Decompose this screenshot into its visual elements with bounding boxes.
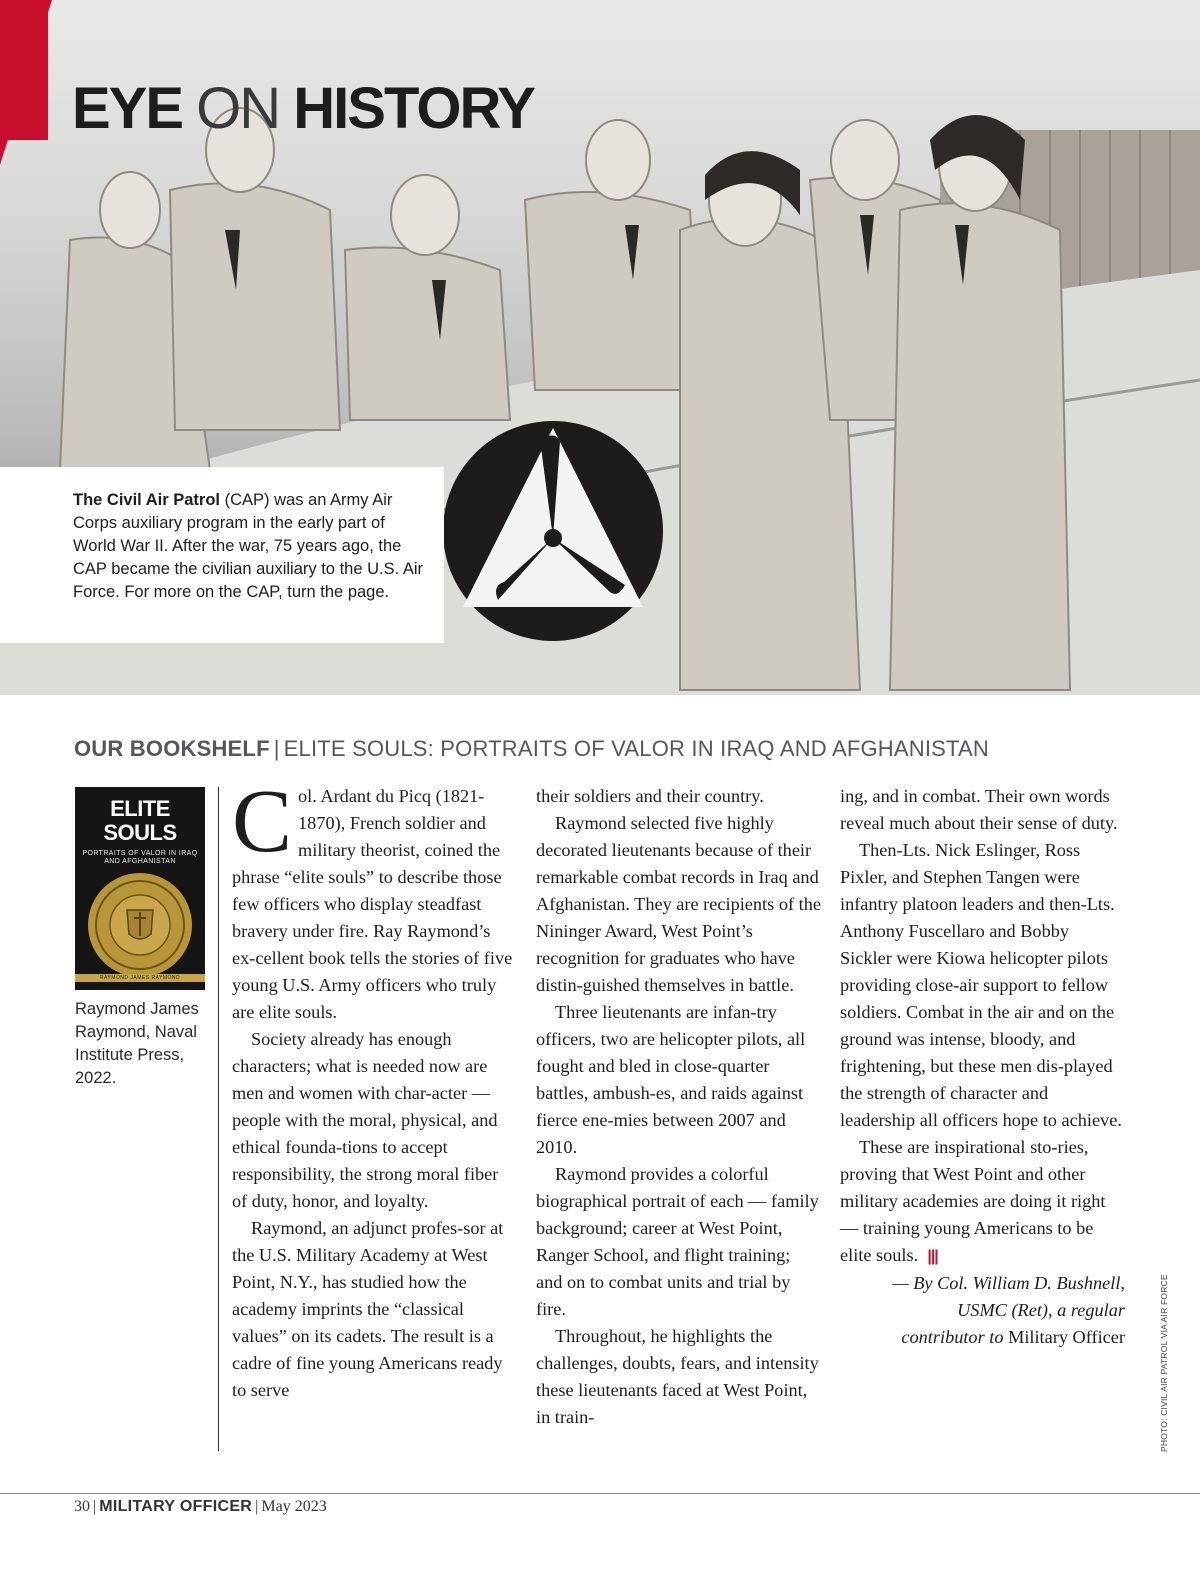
magazine-name: MILITARY OFFICER (99, 1498, 253, 1515)
page-footer (74, 1497, 327, 1517)
paragraph: Raymond, an adjunct profes-sor at the U.S. Military Academy at West Point, N.Y., has studied how the academy imprints the “classical values” on its cadets. The result is a cadre of fine young Americans ready to serve (232, 1218, 504, 1400)
paragraph-text: ol. Ardant du Picq (1821-1870), French soldier and military theorist, coined the phrase “elite souls” to describe those few officers who display steadfast bravery under fire. Ray Raymond’s ex-cellent book tells the stories of five young U.S. Army officers who truly are elite souls. (232, 786, 513, 1022)
title-history: HISTORY (279, 76, 534, 141)
paragraph (232, 772, 517, 1026)
caption-body: (CAP) was an Army Air Corps auxiliary program in the early part of World War II. After the war, 75 years ago, the CAP became the civilian auxiliary to the U.S. Air Force. For more on the CAP, turn the page. (73, 491, 424, 601)
section-header (74, 735, 989, 763)
photo-credit: PHOTO: CIVIL AIR PATROL VIA AIR FORCE (1159, 1274, 1169, 1452)
book-cover-subtitle: PORTRAITS OF VALOR IN IRAQ AND AFGHANISTAN (82, 850, 198, 865)
paragraph: Three lieutenants are infan-try officers, two are helicopter pilots, all fought and bled in close-quarter battles, ambush-es, and raids against fierce ene-mies between 2007 and 2010. (536, 1002, 806, 1157)
paragraph: Society already has enough characters; what is needed now are men and women with char-acter — people with the moral, physical, and ethical founda-tions to accept responsibility, the strong moral fiber of duty, honor, and loyalty. (232, 1029, 499, 1211)
byline: — By Col. William D. Bushnell, (892, 1273, 1125, 1293)
hero-photo (0, 0, 1200, 695)
caption-lead: The Civil Air Patrol (73, 491, 221, 509)
byline (840, 1324, 1125, 1351)
title-on: ON (196, 76, 280, 141)
issue-date: May 2023 (261, 1498, 327, 1515)
footer-divider (0, 1493, 1200, 1494)
column-divider (218, 787, 219, 1451)
page-title (72, 76, 534, 141)
paragraph: Raymond provides a colorful biographical portrait of each — family background; career at West Point, Ranger School, and flight training; and on to combat units and trial by fire. (536, 1164, 819, 1319)
section-accent-tab-point (0, 0, 52, 165)
article-column-2 (536, 783, 821, 1431)
association-of-graduates-medal-icon (87, 872, 193, 978)
paragraph-text: These are inspirational sto-ries, proving that West Point and other military academies are doing it right — training young Americans to be elite souls. (840, 1137, 1106, 1265)
book-cover (75, 787, 205, 990)
byline: USMC (Ret), a regular (957, 1300, 1125, 1320)
page-number: 30 (74, 1498, 90, 1515)
section-kicker: OUR BOOKSHELF (74, 736, 270, 761)
footer-separator: | (255, 1498, 259, 1515)
title-eye: EYE (72, 76, 197, 141)
footer-separator: | (93, 1498, 97, 1515)
book-cover-author: RAYMOND JAMES RAYMOND (75, 974, 205, 982)
photo-caption (0, 467, 444, 643)
section-title: ELITE SOULS: PORTRAITS OF VALOR IN IRAQ AND AFGHANISTAN (283, 736, 990, 761)
end-mark-icon: ||| (927, 1248, 938, 1265)
paragraph: Raymond selected five highly decorated lieutenants because of their remarkable combat records in Iraq and Afghanistan. They are recipients of the Nininger Award, West Point’s recognition for graduates who have distin-guished themselves in battle. (536, 813, 821, 995)
section-separator: | (273, 736, 280, 761)
paragraph: their soldiers and their country. (536, 786, 764, 806)
paragraph (840, 1134, 1125, 1270)
article-column-3 (840, 783, 1125, 1351)
drop-cap: C (232, 772, 293, 871)
article-column-1 (232, 772, 517, 1404)
paragraph: Then-Lts. Nick Eslinger, Ross Pixler, and Stephen Tangen were infantry platoon leaders and then-Lts. Anthony Fuscellaro and Bobby Sickler were Kiowa helicopter pilots providing close-air support to fellow soldiers. Combat in the air and on the ground was intense, bloody, and frightening, but these men dis-played the strength of character and leadership all officers hope to achieve. (840, 840, 1122, 1130)
byline-text: contributor to (901, 1327, 1009, 1347)
book-caption: Raymond James Raymond, Naval Institute Press, 2022. (75, 1000, 199, 1087)
byline-magazine: Military Officer (1008, 1327, 1125, 1347)
paragraph: ing, and in combat. Their own words reveal much about their sense of duty. (840, 786, 1118, 833)
paragraph: Throughout, he highlights the challenges, doubts, fears, and intensity these lieutenants faced at West Point, in train- (536, 1326, 819, 1427)
book-cover-title: ELITE SOULS (103, 796, 177, 845)
